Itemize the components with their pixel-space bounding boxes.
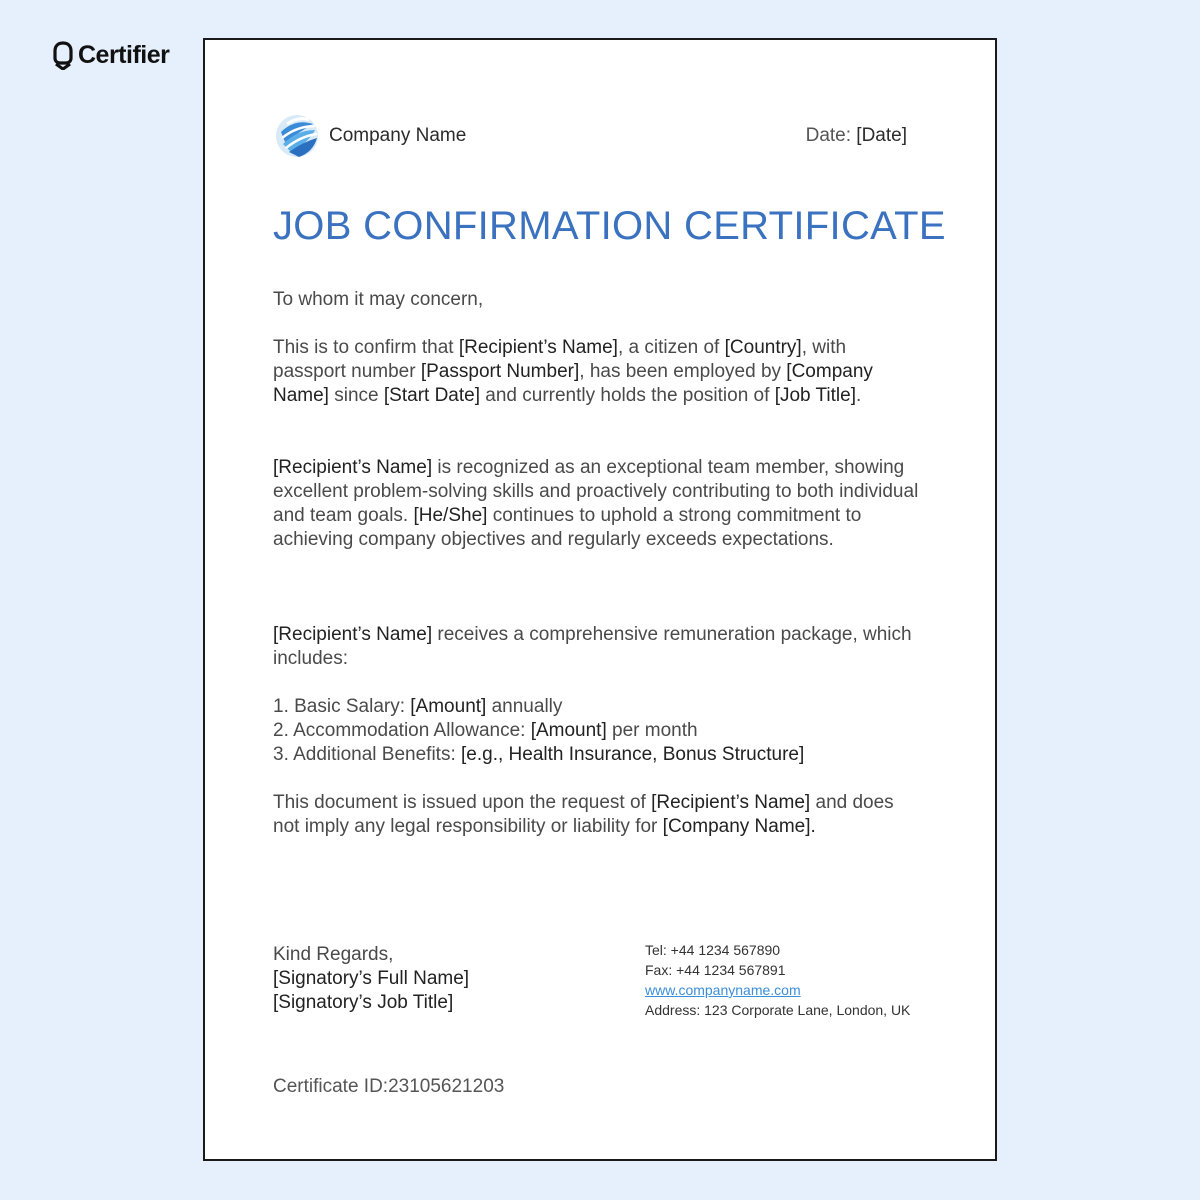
text: continues to uphold a strong commitment to achieving company objectives and regularly exceeds expectations. xyxy=(273,505,862,550)
amount-placeholder: [Amount] xyxy=(530,720,607,741)
text: This is to confirm that xyxy=(273,337,459,358)
item-label: 2. Accommodation Allowance: xyxy=(273,720,531,741)
item-label: 1. Basic Salary: xyxy=(273,696,411,717)
text: . xyxy=(856,385,862,406)
brand-name: Certifier xyxy=(78,40,170,69)
salutation: To whom it may concern, xyxy=(273,289,484,310)
certificate-id: Certificate ID:23105621203 xyxy=(273,1076,505,1097)
certifier-logo-icon xyxy=(52,40,74,70)
date-value: [Date] xyxy=(856,125,907,146)
company-name: Company Name xyxy=(329,125,467,146)
recipient-placeholder: [Recipient’s Name] xyxy=(458,337,618,358)
globe-logo-icon xyxy=(273,112,321,160)
job-title-placeholder: [Job Title] xyxy=(774,385,857,406)
passport-placeholder: [Passport Number] xyxy=(420,361,580,382)
list-item xyxy=(273,695,923,719)
fax-line: Fax: +44 1234 567891 xyxy=(645,962,786,978)
item-label: 3. Additional Benefits: xyxy=(273,744,462,765)
recipient-placeholder: [Recipient’s Name] xyxy=(273,624,433,645)
list-item xyxy=(273,743,923,767)
text: , has been employed by xyxy=(579,361,787,382)
certificate-title: JOB CONFIRMATION CERTIFICATE xyxy=(273,204,946,248)
item-suffix: per month xyxy=(606,720,698,741)
text: receives a comprehensive remuneration package, which includes: xyxy=(273,624,912,669)
company-placeholder: [Company Name]. xyxy=(662,816,816,837)
benefits-list xyxy=(273,695,923,767)
amount-placeholder: [Amount] xyxy=(410,696,487,717)
confirmation-paragraph xyxy=(273,336,923,408)
item-suffix: annually xyxy=(486,696,563,717)
tel-line: Tel: +44 1234 567890 xyxy=(645,942,781,958)
date-label: Date: xyxy=(805,125,852,146)
address-line: Address: 123 Corporate Lane, London, UK xyxy=(645,1002,911,1018)
recognition-paragraph xyxy=(273,456,923,552)
text: and currently holds the position of xyxy=(480,385,775,406)
remuneration-paragraph xyxy=(273,623,923,671)
signatory-name: [Signatory’s Full Name] xyxy=(273,968,470,989)
recipient-placeholder: [Recipient’s Name] xyxy=(651,792,811,813)
certifier-brand xyxy=(52,40,169,70)
country-placeholder: [Country] xyxy=(724,337,802,358)
certificate-page xyxy=(203,38,997,1161)
text: and does not imply any legal responsibility or liability for xyxy=(273,792,894,837)
signatory-title: [Signatory’s Job Title] xyxy=(273,992,454,1013)
text: This document is issued upon the request of xyxy=(273,792,652,813)
recipient-placeholder: [Recipient’s Name] xyxy=(273,457,433,478)
date-line xyxy=(806,125,907,147)
text: is recognized as an exceptional team member, showing excellent problem-solving skills and proactively contributing to both individual and team goals. xyxy=(273,457,919,526)
text: , a citizen of xyxy=(617,337,725,358)
signoff-block xyxy=(273,943,469,1015)
company-placeholder: [Company Name] xyxy=(273,361,873,406)
benefits-placeholder: [e.g., Health Insurance, Bonus Structure] xyxy=(461,744,805,765)
disclaimer-paragraph xyxy=(273,791,923,839)
list-item xyxy=(273,719,923,743)
pronoun-placeholder: [He/She] xyxy=(413,505,488,526)
company-block xyxy=(273,112,466,160)
website-link[interactable]: www.companyname.com xyxy=(645,982,801,998)
contact-block xyxy=(645,940,910,1020)
regards-text: Kind Regards, xyxy=(273,944,394,965)
text: since xyxy=(328,385,384,406)
certificate-header xyxy=(273,112,907,160)
text: , with passport number xyxy=(273,337,847,382)
start-date-placeholder: [Start Date] xyxy=(383,385,480,406)
